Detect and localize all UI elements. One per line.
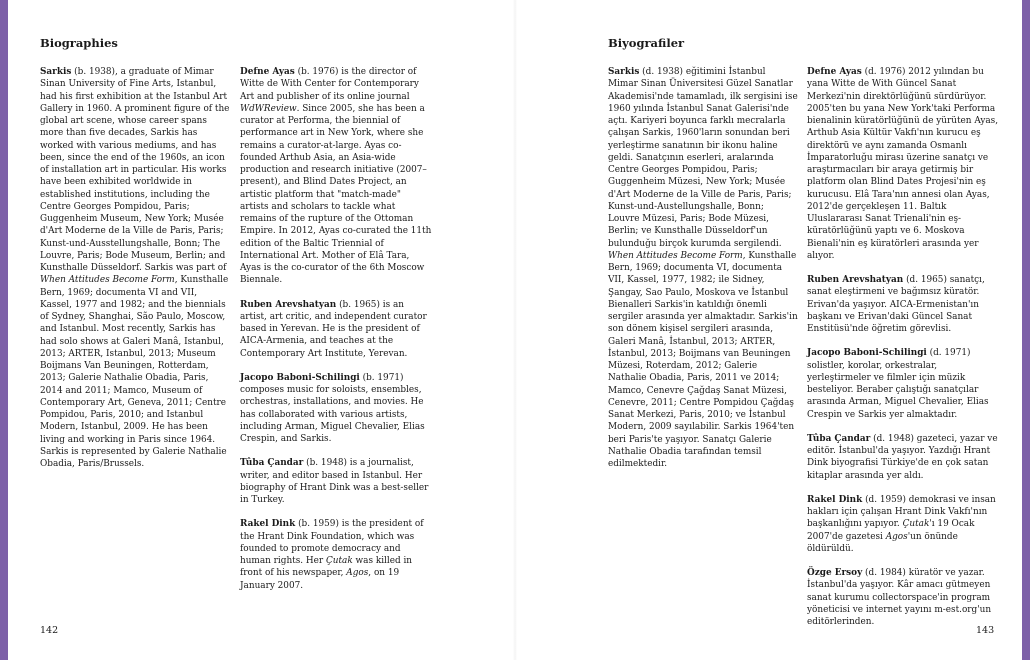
bio-entry bbox=[240, 372, 432, 446]
bio-text: (d. 1976) 2012 yılından bu yana Witte de With Güncel Sanat Merkezi'nin direktörlüğünü sürdürüyor. 2005'ten bu yana New York'taki Performa bienalinin küratörlüğünü de yürüten Ayas, Arthub Asia Kültür Vakfı'nın kurucu eş direktörü ve aynı zamanda Osmanlı İmparatorluğu mirası üzerine sanatçı ve araştırmacıları bir araya getirmiş bir platform olan Blind Dates Projesi'nin eş kurucusu. Elâ Tara'nın annesi olan Ayas, 2012'de gerçekleşen 11. Baltık Uluslararası Sanat Trienali'nin eş-küratörlüğünü yaptı ve 6. Moskova Bienali'nin eş küratörleri arasında yer alıyor. bbox=[807, 67, 999, 261]
bio-italic: When Attitudes Become Form bbox=[608, 250, 743, 261]
bio-text: was killed in front of his newspaper, bbox=[240, 556, 413, 579]
bio-entry bbox=[807, 494, 999, 555]
bio-text: . Since 2005, she has been a curator at Performa, the biennial of performance art in New York, where she remains a curator-at-large. Ayas co-founded Arthub Asia, an Asia-wide production and research initiative (2007–present), and Blind Dates Project, an artistic platform that "match-made" artists and scholars to tackle what remains of the rupture of the Ottoman Empire. In 2012, Ayas co-curated the 11th edition of the Baltic Triennial of International Art. Mother of Elâ Tara, Ayas is the co-curator of the 6th Moscow Biennale. bbox=[240, 103, 432, 286]
bio-text: (d. 1984) küratör ve yazar. İstanbul'da yaşıyor. Kâr amacı gütmeyen sanat kurumu collectorspace'in program yöneticisi ve internet yayını m-est.org'un editörlerinden. bbox=[807, 568, 992, 627]
bio-entry bbox=[807, 274, 999, 335]
book-spread bbox=[8, 0, 1022, 660]
bio-text: (b. 1965) is an artist, art critic, and independent curator based in Yerevan. He is the president of AICA-Armenia, and teaches at the Contemporary Art Institute, Yerevan. bbox=[240, 299, 427, 359]
bio-name: Sarkis bbox=[40, 67, 72, 77]
bio-name: Tûba Çandar bbox=[807, 433, 871, 444]
bio-entry bbox=[240, 66, 432, 287]
bio-name: Özge Ersoy bbox=[807, 568, 863, 578]
bio-text: , Kunsthalle Bern, 1969; documenta VI and VII, Kassel, 1977 and 1982; and the biennials of Sydney, Shanghai, São Paulo, Moscow, and Istanbul. Most recently, Sarkis has had solo shows at Galeri Manâ, Istanbul, 2013; ARTER, Istanbul, 2013; Museum Boijmans Van Beuningen, Rotterdam, 2013; Galerie Nathalie Obadia, Paris, 2014 and 2011; Mamco, Museum of Contemporary Art, Geneva, 2011; Centre Pompidou, Paris, 2010; and Istanbul Modern, Istanbul, 2009. He has been living and working in Paris since 1964. Sarkis is represented by Galerie Nathalie Obadia, Paris/Brussels. bbox=[40, 275, 229, 469]
bio-name: Ruben Arevshatyan bbox=[807, 275, 904, 285]
bio-entry bbox=[807, 66, 999, 262]
bio-text: 'ı 19 Ocak 2007'de gazetesi bbox=[807, 519, 975, 542]
bio-text: (d. 1938) eğitimini İstanbul Mimar Sinan Üniversitesi Güzel Sanatlar Akademisi'nde tamamladı, ilk sergisini ise 1960 yılında İstanbul Sanat Galerisi'nde açtı. Kariyeri boyunca farklı mecralarla çalışan Sarkis, 1960'ların sonundan beri yerleştirme sanatının bir ikonu haline geldi. Sanatçının eserleri, aralarında Centre Georges Pompidou, Paris; Guggenheim Müzesi, New York; Musée d'Art Moderne de la Ville de Paris, Paris; Kunst-und-Austellungshalle, Bonn; Louvre Müzesi, Paris; Bode Müzesi, Berlin; ve Kunsthalle Düsseldorf'un bulunduğu birçok kurumda sergilendi. bbox=[608, 67, 798, 249]
right-column-2 bbox=[807, 66, 999, 640]
bio-text: 'un önünde öldürüldü. bbox=[807, 531, 958, 554]
bio-text: (b. 1971) composes music for soloists, ensembles, orchestras, installations, and movies. He has collaborated with various artists, including Arman, Miguel Chevalier, Elias Crespin, and Sarkis. bbox=[240, 372, 425, 444]
left-column-2 bbox=[240, 66, 432, 604]
bio-italic: Agos bbox=[885, 531, 908, 542]
bio-italic: When Attitudes Become Form bbox=[40, 275, 175, 286]
bio-italic: WdWReview bbox=[240, 103, 297, 114]
bio-text: (b. 1959) is the president of the Hrant Dink Foundation, which was founded to promote democracy and human rights. Her bbox=[240, 519, 424, 566]
bio-text: , Kunsthalle Bern, 1969; documenta VI, documenta VII, Kassel, 1977, 1982; ile Sidney, Şangay, Sao Paulo, Moskova ve İstanbul Bienalleri Sarkis'in katıldığı önemli sergiler arasında yer almaktadır. Sarkis'in son dönem kişisel sergileri arasında, Galeri Manâ, İstanbul, 2013; ARTER, İstanbul, 2013; Boijmans van Beuningen Müzesi, Roterdam, 2012; Galerie Nathalie Obadia, Paris, 2011 ve 2014; Mamco, Cenevre Çağdaş Sanat Müzesi, Cenevre, 2011; Centre Pompidou Çağdaş Sanat Merkezi, Paris, 2010; ve İstanbul Modern, 2009 sayılabilir. Sarkis 1964'ten beri Paris'te yaşıyor. Sanatçı Galerie Nathalie Obadia tarafından temsil edilmektedir. bbox=[608, 250, 798, 469]
bio-italic: Agos bbox=[346, 568, 369, 579]
gutter bbox=[513, 0, 517, 660]
bio-entry bbox=[40, 66, 230, 470]
bio-text: (d. 1948) gazeteci, yazar ve editör. İstanbul'da yaşıyor. Yazdığı Hrant Dink biyografisi Türkiye'de en çok satan kitaplar arasında yer aldı. bbox=[807, 433, 998, 481]
bio-name: Sarkis bbox=[608, 67, 640, 77]
bio-text: , on 19 January 2007. bbox=[240, 568, 400, 591]
bio-italic: Çutak bbox=[325, 556, 353, 566]
page-title-left: Biographies bbox=[40, 36, 118, 50]
bio-text: (b. 1938), a graduate of Mimar Sinan University of Fine Arts, Istanbul, had his first exhibition at the Istanbul Art Gallery in 1960. A prominent figure of the global art scene, whose career spans more than five decades, Sarkis has worked with various mediums, and has been, since the end of the 1960s, an icon of installation art in particular. His works have been exhibited worldwide in established institutions, including the Centre Georges Pompidou, Paris; Guggenheim Museum, New York; Musée d'Art Moderne de la Ville de Paris, Paris; Kunst-und-Ausstellungshalle, Bonn; The Louvre, Paris; Bode Museum, Berlin; and Kunsthalle Düsseldorf. Sarkis was part of bbox=[40, 67, 230, 273]
bio-entry bbox=[608, 66, 798, 470]
bio-text: (d. 1959) demokrasi ve insan hakları için çalışan Hrant Dink Vakfı'nın başkanlığını yapıyor. bbox=[807, 494, 996, 530]
page-number-right: 143 bbox=[976, 625, 995, 636]
left-column-1 bbox=[40, 66, 230, 482]
bio-name: Jacopo Baboni-Schilingi bbox=[807, 348, 927, 359]
page-title-right: Biyografiler bbox=[608, 36, 685, 50]
bio-entry bbox=[807, 567, 999, 628]
page-number-left: 142 bbox=[40, 625, 59, 636]
bio-entry bbox=[807, 433, 999, 482]
bio-text: (d. 1965) sanatçı, sanat eleştirmeni ve bağımsız küratör. Erivan'da yaşıyor. AICA-Ermenistan'ın başkanı ve Erivan'daki Güncel Sanat Enstitüsü'nde öğretim görevlisi. bbox=[807, 275, 985, 334]
bio-entry bbox=[240, 299, 432, 360]
bio-text: (b. 1976) is the director of Witte de With Center for Contemporary Art and publisher of its online journal bbox=[240, 67, 419, 102]
right-column-1 bbox=[608, 66, 798, 482]
bio-name: Ruben Arevshatyan bbox=[240, 299, 337, 310]
bio-name: Tûba Çandar bbox=[240, 458, 304, 469]
bio-name: Rakel Dink bbox=[807, 494, 863, 505]
bio-italic: Çutak bbox=[902, 519, 930, 530]
bio-name: Defne Ayas bbox=[240, 67, 295, 77]
bio-entry bbox=[240, 518, 432, 592]
bio-text: (d. 1971) solistler, korolar, orkestralar, yerleştirmeler ve filmler için müzik besteliyor. Beraber çalıştığı sanatçılar arasında Arman, Miguel Chevalier, Elias Crespin ve Sarkis yer almaktadır. bbox=[807, 348, 989, 420]
bio-entry bbox=[240, 457, 432, 506]
bio-name: Jacopo Baboni-Schilingi bbox=[240, 372, 360, 383]
bio-name: Rakel Dink bbox=[240, 519, 296, 530]
bio-text: (b. 1948) is a journalist, writer, and editor based in Istanbul. Her biography of Hrant Dink was a best-seller in Turkey. bbox=[240, 458, 429, 505]
bio-entry bbox=[807, 347, 999, 421]
bio-name: Defne Ayas bbox=[807, 67, 862, 77]
